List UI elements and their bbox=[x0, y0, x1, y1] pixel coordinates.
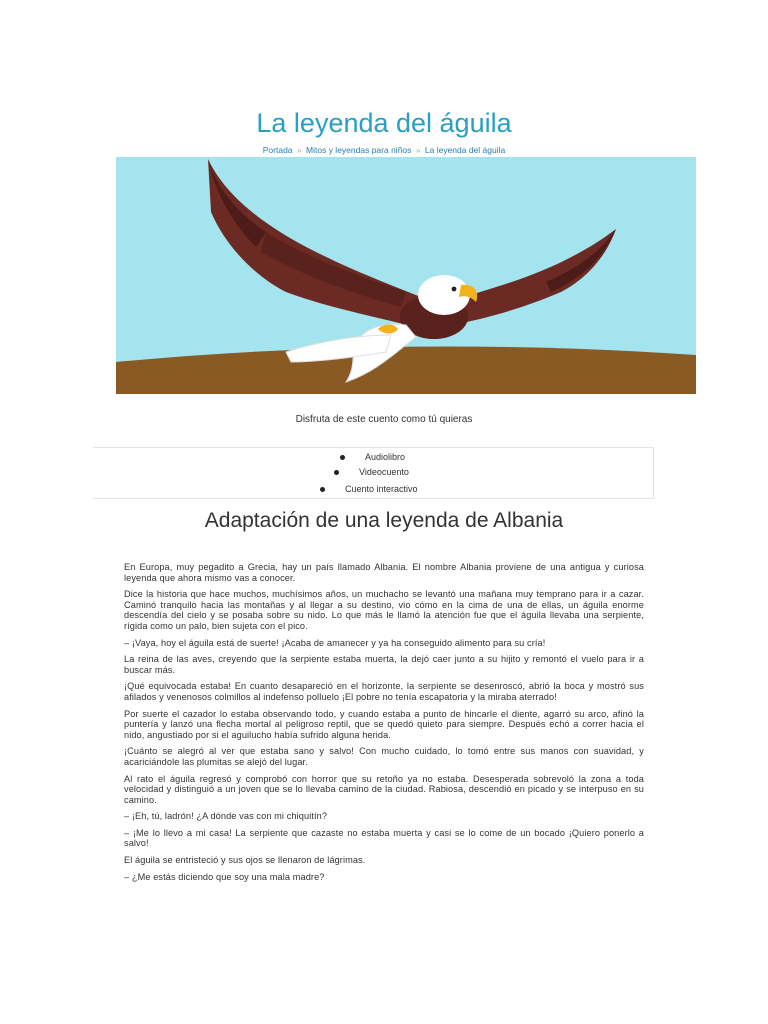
paragraph: La reina de las aves, creyendo que la serpiente estaba muerta, la dejó caer junto a su hijito y remontó el vuelo para ir a buscar más. bbox=[124, 654, 644, 675]
menu-item-label: Videocuento bbox=[359, 467, 409, 477]
paragraph: – ¡Vaya, hoy el águila está de suerte! ¡Acaba de amanecer y ya ha conseguido alimento para su cría! bbox=[124, 637, 546, 648]
breadcrumb-link-home[interactable]: Portada bbox=[262, 145, 293, 155]
eagle-illustration bbox=[116, 157, 696, 394]
eagle-eye bbox=[452, 287, 457, 292]
bullet-icon bbox=[340, 455, 345, 460]
menu-item-label: Audiolibro bbox=[365, 452, 406, 462]
article-heading: Adaptación de una leyenda de Albania bbox=[204, 509, 564, 532]
bullet-icon bbox=[334, 470, 339, 475]
paragraph: – ¿Me estás diciendo que soy una mala madre? bbox=[124, 871, 325, 882]
paragraph: El águila se entristeció y sus ojos se llenaron de lágrimas. bbox=[124, 855, 366, 866]
bullet-icon bbox=[320, 487, 325, 492]
format-menu bbox=[93, 447, 654, 499]
menu-item-videostory[interactable] bbox=[334, 467, 409, 477]
paragraph: En Europa, muy pegadito a Grecia, hay un país llamado Albania. El nombre Albania proviene de una antigua y curiosa leyenda que ahora mismo vas a conocer. bbox=[124, 562, 644, 583]
tagline: Disfruta de este cuento como tú quieras bbox=[295, 414, 473, 425]
breadcrumb-separator: » bbox=[415, 145, 421, 155]
paragraph: ¡Qué equivocada estaba! En cuanto desapareció en el horizonte, la serpiente se desenroscó, abrió la boca y mostró sus afilados y venenosos colmillos al indefenso polluelo ¡El pobre no tenía escapatoria y la miraba aterrado! bbox=[124, 681, 644, 702]
menu-item-label: Cuento interactivo bbox=[345, 484, 418, 494]
breadcrumb bbox=[0, 145, 768, 155]
paragraph: Por suerte el cazador lo estaba observando todo, y cuando estaba a punto de hincarle el diente, agarró su arco, afinó la puntería y lanzó una flecha mortal al peligroso reptil, que se quedó quieto para siempre. Después echó a correr hacia el nido, angustiado por si el aguilucho había sufrido alguna herida. bbox=[124, 708, 644, 740]
breadcrumb-link-current[interactable]: La leyenda del águila bbox=[424, 145, 506, 155]
paragraph: – ¡Me lo llevo a mi casa! La serpiente que cazaste no estaba muerta y casi se lo come de un bocado ¡Quiero ponerlo a salvo! bbox=[124, 827, 644, 849]
hero-image bbox=[116, 157, 696, 394]
paragraph: – ¡Eh, tú, ladrón! ¿A dónde vas con mi chiquitín? bbox=[124, 811, 328, 822]
paragraph: Al rato el águila regresó y comprobó con horror que su retoño ya no estaba. Desesperada sobrevoló la zona a toda velocidad y distinguió a un joven que se lo llevaba camino de la ciudad. Rabiosa, descendió en picado y se interpuso en su camino. bbox=[124, 773, 644, 805]
menu-item-interactive[interactable] bbox=[320, 484, 418, 494]
paragraph: Dice la historia que hace muchos, muchísimos años, un muchacho se levantó una mañana muy temprano para ir a cazar. Caminó tranquilo hacia las montañas y al llegar a su destino, vio cómo en la cima de una de ellas, un águila enorme descendía del cielo y se posaba sobre su nido. Lo que más le llamó la atención fue que el águila llevaba una serpiente, rígida como un palo, bien sujeta con el pico. bbox=[124, 589, 644, 631]
page-title: La leyenda del águila bbox=[256, 108, 512, 138]
breadcrumb-separator: » bbox=[296, 145, 302, 155]
article-body bbox=[124, 562, 644, 888]
paragraph: ¡Cuánto se alegró al ver que estaba sano y salvo! Con mucho cuidado, lo tomó entre sus manos con suavidad, y acariciándole las plumitas se alejó del lugar. bbox=[124, 746, 644, 767]
breadcrumb-link-myths[interactable]: Mitos y leyendas para niños bbox=[306, 145, 412, 155]
menu-item-audiobook[interactable] bbox=[340, 452, 405, 462]
